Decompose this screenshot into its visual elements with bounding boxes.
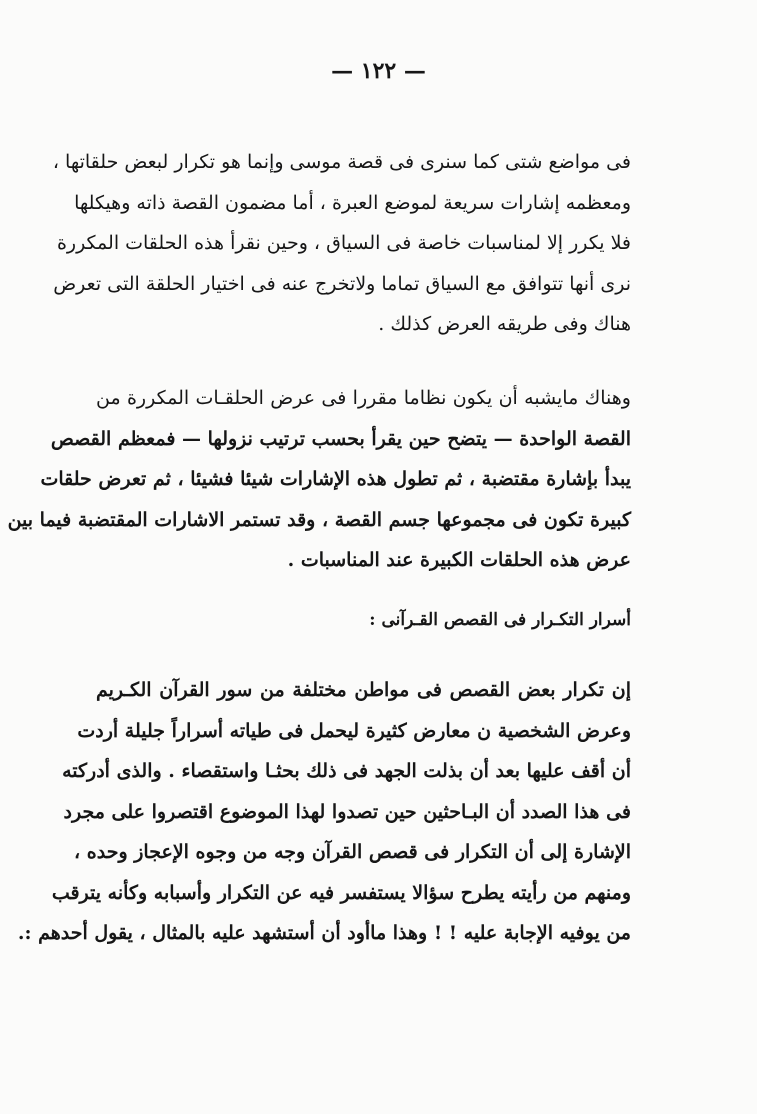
paragraph-3-line: من يوفيه الإجابة عليه ! ! وهذا ماأود أن أستشهد عليه بالمثال ، يقول أحدهم :. <box>17 922 631 944</box>
paragraph-3 <box>17 670 631 954</box>
paragraph-1-line: هناك وفى طريقه العرض كذلك . <box>378 313 631 335</box>
paragraph-3-line: وعرض الشخصية ن معارض كثيرة ليحمل فى طياته أسراراً جليلة أردت <box>77 719 631 742</box>
paragraph-3-line: الإشارة إلى أن التكرار فى قصص القرآن وجه من وجوه الإعجاز وحده ، <box>74 841 631 863</box>
paragraph-1-line: فلا يكرر إلا لمناسبات خاصة فى السياق ، وحين نقرأ هذه الحلقات المكررة <box>56 232 631 254</box>
paragraph-2-line: يبدأ بإشارة مقتضبة ، ثم تطول هذه الإشارات شيئا فشيئا ، ثم تعرض حلقات <box>40 468 631 490</box>
paragraph-2-line: القصة الواحدة — يتضح حين يقرأ بحسب ترتيب نزولها — فمعظم القصص <box>50 427 631 450</box>
paragraph-2-line: عرض هذه الحلقات الكبيرة عند المناسبات . <box>287 549 631 571</box>
paragraph-2-line: وهناك مايشبه أن يكون نظاما مقررا فى عرض الحلقـات المكررة من <box>96 387 631 409</box>
paragraph-3-line: فى هذا الصدد أن البـاحثين حين تصدوا لهذا الموضوع اقتصروا على مجرد <box>63 800 631 823</box>
paragraph-2-line: كبيرة تكون فى مجموعها جسم القصة ، وقد تستمر الاشارات المقتضبة فيما بين <box>7 508 631 531</box>
paragraph-1 <box>52 142 631 345</box>
section-heading: أسرار التكـرار فى القصص القـرآنى : <box>369 610 631 630</box>
paragraph-3-line: إن تكرار بعض القصص فى مواطن مختلفة من سور القرآن الكـريم <box>96 679 631 701</box>
page-number: — ١٢٢ — <box>331 58 426 84</box>
paragraph-1-line: ومعظمه إشارات سريعة لموضع العبرة ، أما مضمون القصة ذاته وهيكلها <box>74 191 631 214</box>
paragraph-1-line: نرى أنها تتوافق مع السياق تماما ولاتخرج عنه فى اختيار الحلقة التى تعرض <box>53 272 631 295</box>
paragraph-2 <box>7 378 631 581</box>
paragraph-3-line: أن أقف عليها بعد أن بذلت الجهد فى ذلك بحثـا واستقصاء . والذى أدركته <box>62 760 631 782</box>
paragraph-3-line: ومنهم من رأيته يطرح سؤالا يستفسر فيه عن التكرار وأسبابه وكأنه يترقب <box>51 881 631 904</box>
paragraph-1-line: فى مواضع شتى كما سنرى فى قصة موسى وإنما هو تكرار لبعض حلقاتها ، <box>52 151 631 173</box>
